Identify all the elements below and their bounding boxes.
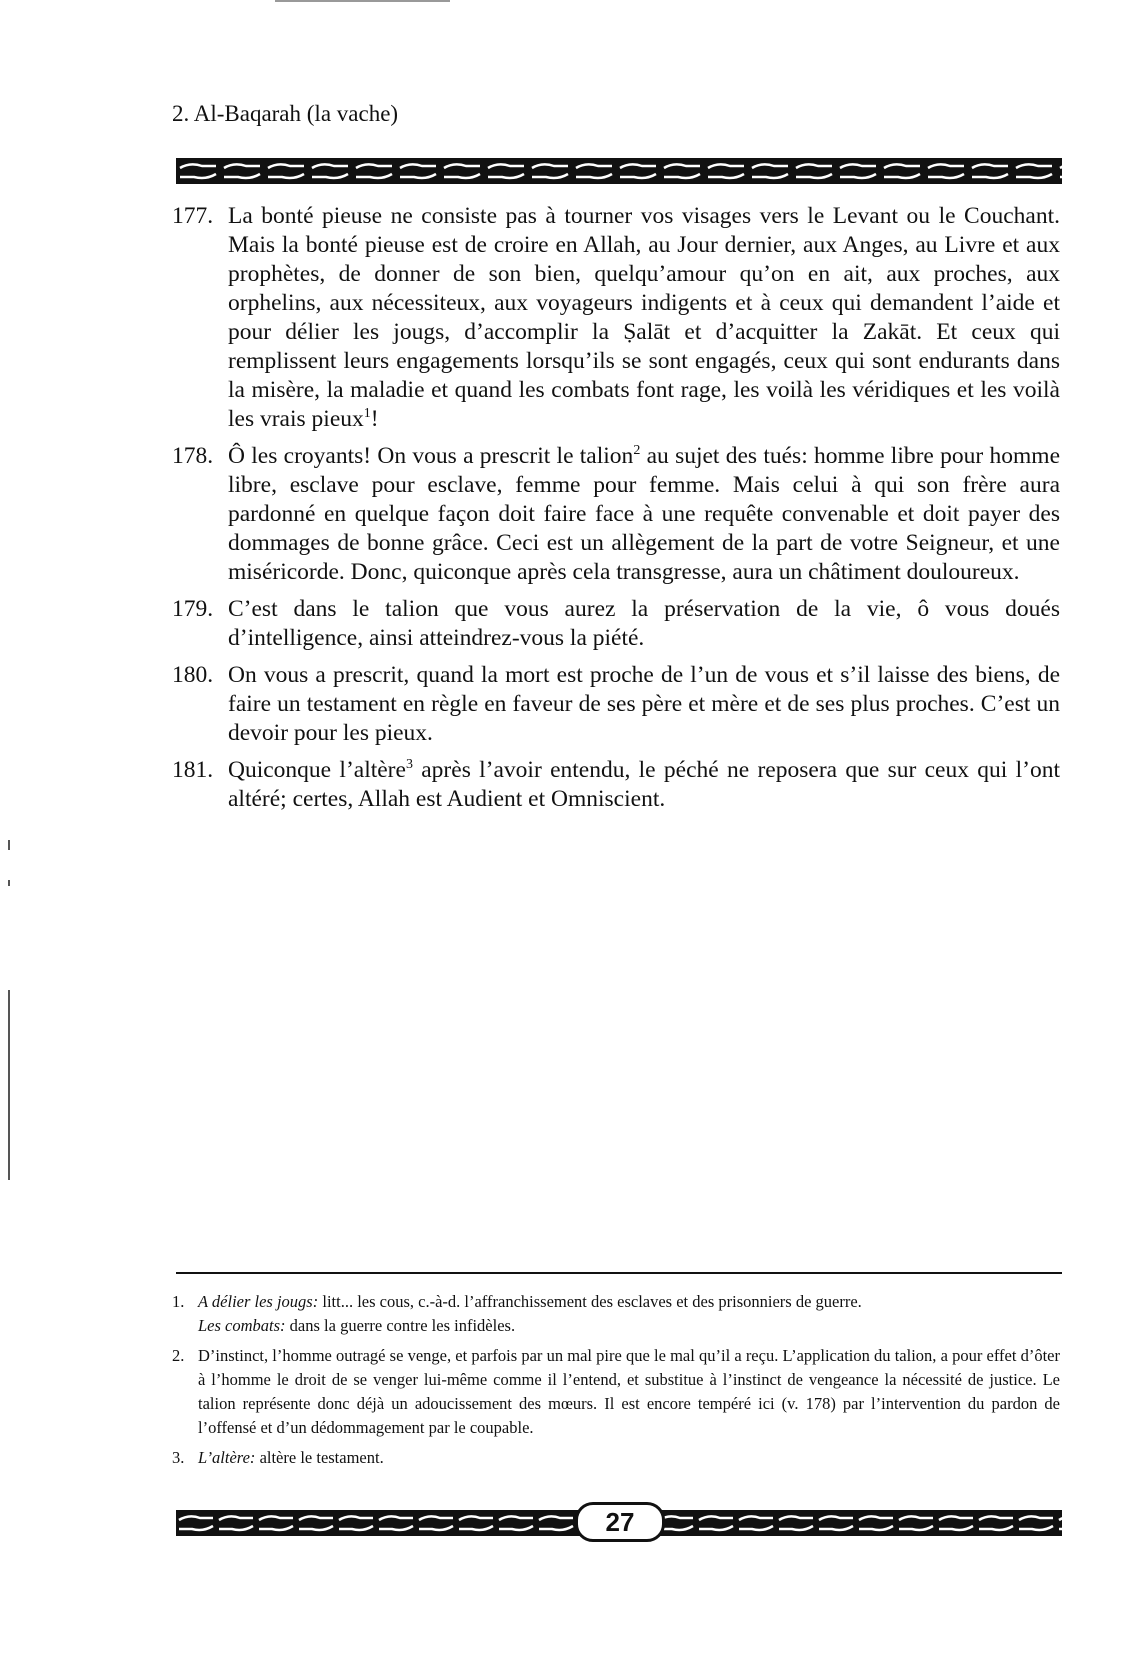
footnote-number: 2.: [172, 1346, 185, 1365]
verse-number: 179.: [172, 596, 214, 622]
footnote-1: [172, 1290, 1060, 1338]
verse-181: [172, 756, 1060, 814]
footnote-text: D’instinct, l’homme outragé se venge, et parfois par un mal pire que le mal qu’il a reçu. L’application du talion, a pour effet d’ôter à l’homme le droit de se venger lui-même comme il l’entend, et substitue à l’instinct de vengeance la nécessité de justice. Le talion représente donc déjà un adoucissement des mœurs. Il est encore tempéré ici (v. 178) par l’intervention du pardon de l’offensé et d’un dédommagement par le coupable.: [198, 1346, 1060, 1437]
footnote-3: [172, 1446, 1060, 1470]
verse-punctuation: !: [370, 406, 379, 432]
footnote-text: altère le testament.: [255, 1448, 384, 1467]
verse-179: [172, 595, 1060, 653]
verse-180: [172, 661, 1060, 748]
verse-text-part-b: au sujet des tués: homme libre pour homme libre, esclave pour esclave, femme pour femme. Mais celui à qui son frère aura pardonné en quelque façon doit faire face à une requête convenable et doit payer des dommages de bonne grâce. Ceci est un allègement de la part de votre Seigneur, et une miséricorde. Donc, quiconque après cela transgresse, aura un châtiment douloureux.: [228, 443, 1060, 585]
verse-178: [172, 442, 1060, 587]
footnote-number: 1.: [172, 1292, 185, 1311]
page-header: 2. Al-Baqarah (la vache): [172, 101, 399, 126]
footnote-term: Les combats:: [198, 1316, 286, 1335]
verse-number: 178.: [172, 443, 214, 469]
footnote-ref[interactable]: 3: [405, 757, 413, 772]
footnote-text: dans la guerre contre les infidèles.: [285, 1316, 516, 1335]
verse-text: La bonté pieuse ne consiste pas à tourner vos visages vers le Levant ou le Couchant. Mais la bonté pieuse est de croire en Allah, au Jour dernier, aux Anges, au Livre et aux prophètes, de donner de son bien, quelqu’amour qu’on en ait, aux proches, aux orphelins, aux nécessiteux, aux voyageurs indigents et à ceux qui demandent l’aide et pour délier les jougs, d’accomplir la Ṣalāt et d’acquitter la Zakāt. Et ceux qui remplissent leurs engagements lorsqu’ils se sont engagés, ceux qui sont endurants dans la misère, la maladie et quand les combats font rage, les voilà les véridiques et les voilà les vrais pieux: [228, 203, 1060, 432]
scan-top-rule: [275, 0, 450, 2]
verse-text-part-b: après l’avoir entendu, le péché ne reposera que sur ceux qui l’ont altéré; certes, Allah est Audient et Omniscient.: [228, 757, 1061, 812]
footnote-divider: [176, 1272, 1062, 1274]
verse-number: 180.: [172, 662, 214, 688]
page-number: 27: [575, 1502, 665, 1542]
footnote-list: [172, 1290, 1060, 1476]
verse-number: 181.: [172, 757, 214, 783]
ornamental-band-top: [176, 158, 1062, 184]
verse-text-part-a: Ô les croyants! On vous a prescrit le talion: [228, 443, 634, 469]
footnote-text: litt... les cous, c.-à-d. l’affranchissement des esclaves et des prisonniers de guerre.: [318, 1292, 862, 1311]
scan-margin-specks: [8, 840, 10, 1180]
footnote-ref[interactable]: 2: [633, 443, 641, 458]
verse-number: 177.: [172, 203, 214, 229]
footnote-term: L’altère:: [198, 1448, 256, 1467]
verse-text: On vous a prescrit, quand la mort est proche de l’un de vous et s’il laisse des biens, de faire un testament en règle en faveur de ses père et mère et de ses plus proches. C’est un devoir pour les pieux.: [228, 662, 1060, 746]
footnote-ref[interactable]: 1: [363, 406, 371, 421]
verse-text: C’est dans le talion que vous aurez la préservation de la vie, ô vous doués d’intelligence, ainsi atteindrez-vous la piété.: [228, 596, 1060, 651]
verse-177: [172, 202, 1060, 434]
footnote-2: [172, 1344, 1060, 1440]
footnote-term: A délier les jougs:: [198, 1292, 319, 1311]
verse-text-part-a: Quiconque l’altère: [228, 757, 406, 783]
footnote-number: 3.: [172, 1448, 185, 1467]
verse-list: [172, 202, 1060, 822]
